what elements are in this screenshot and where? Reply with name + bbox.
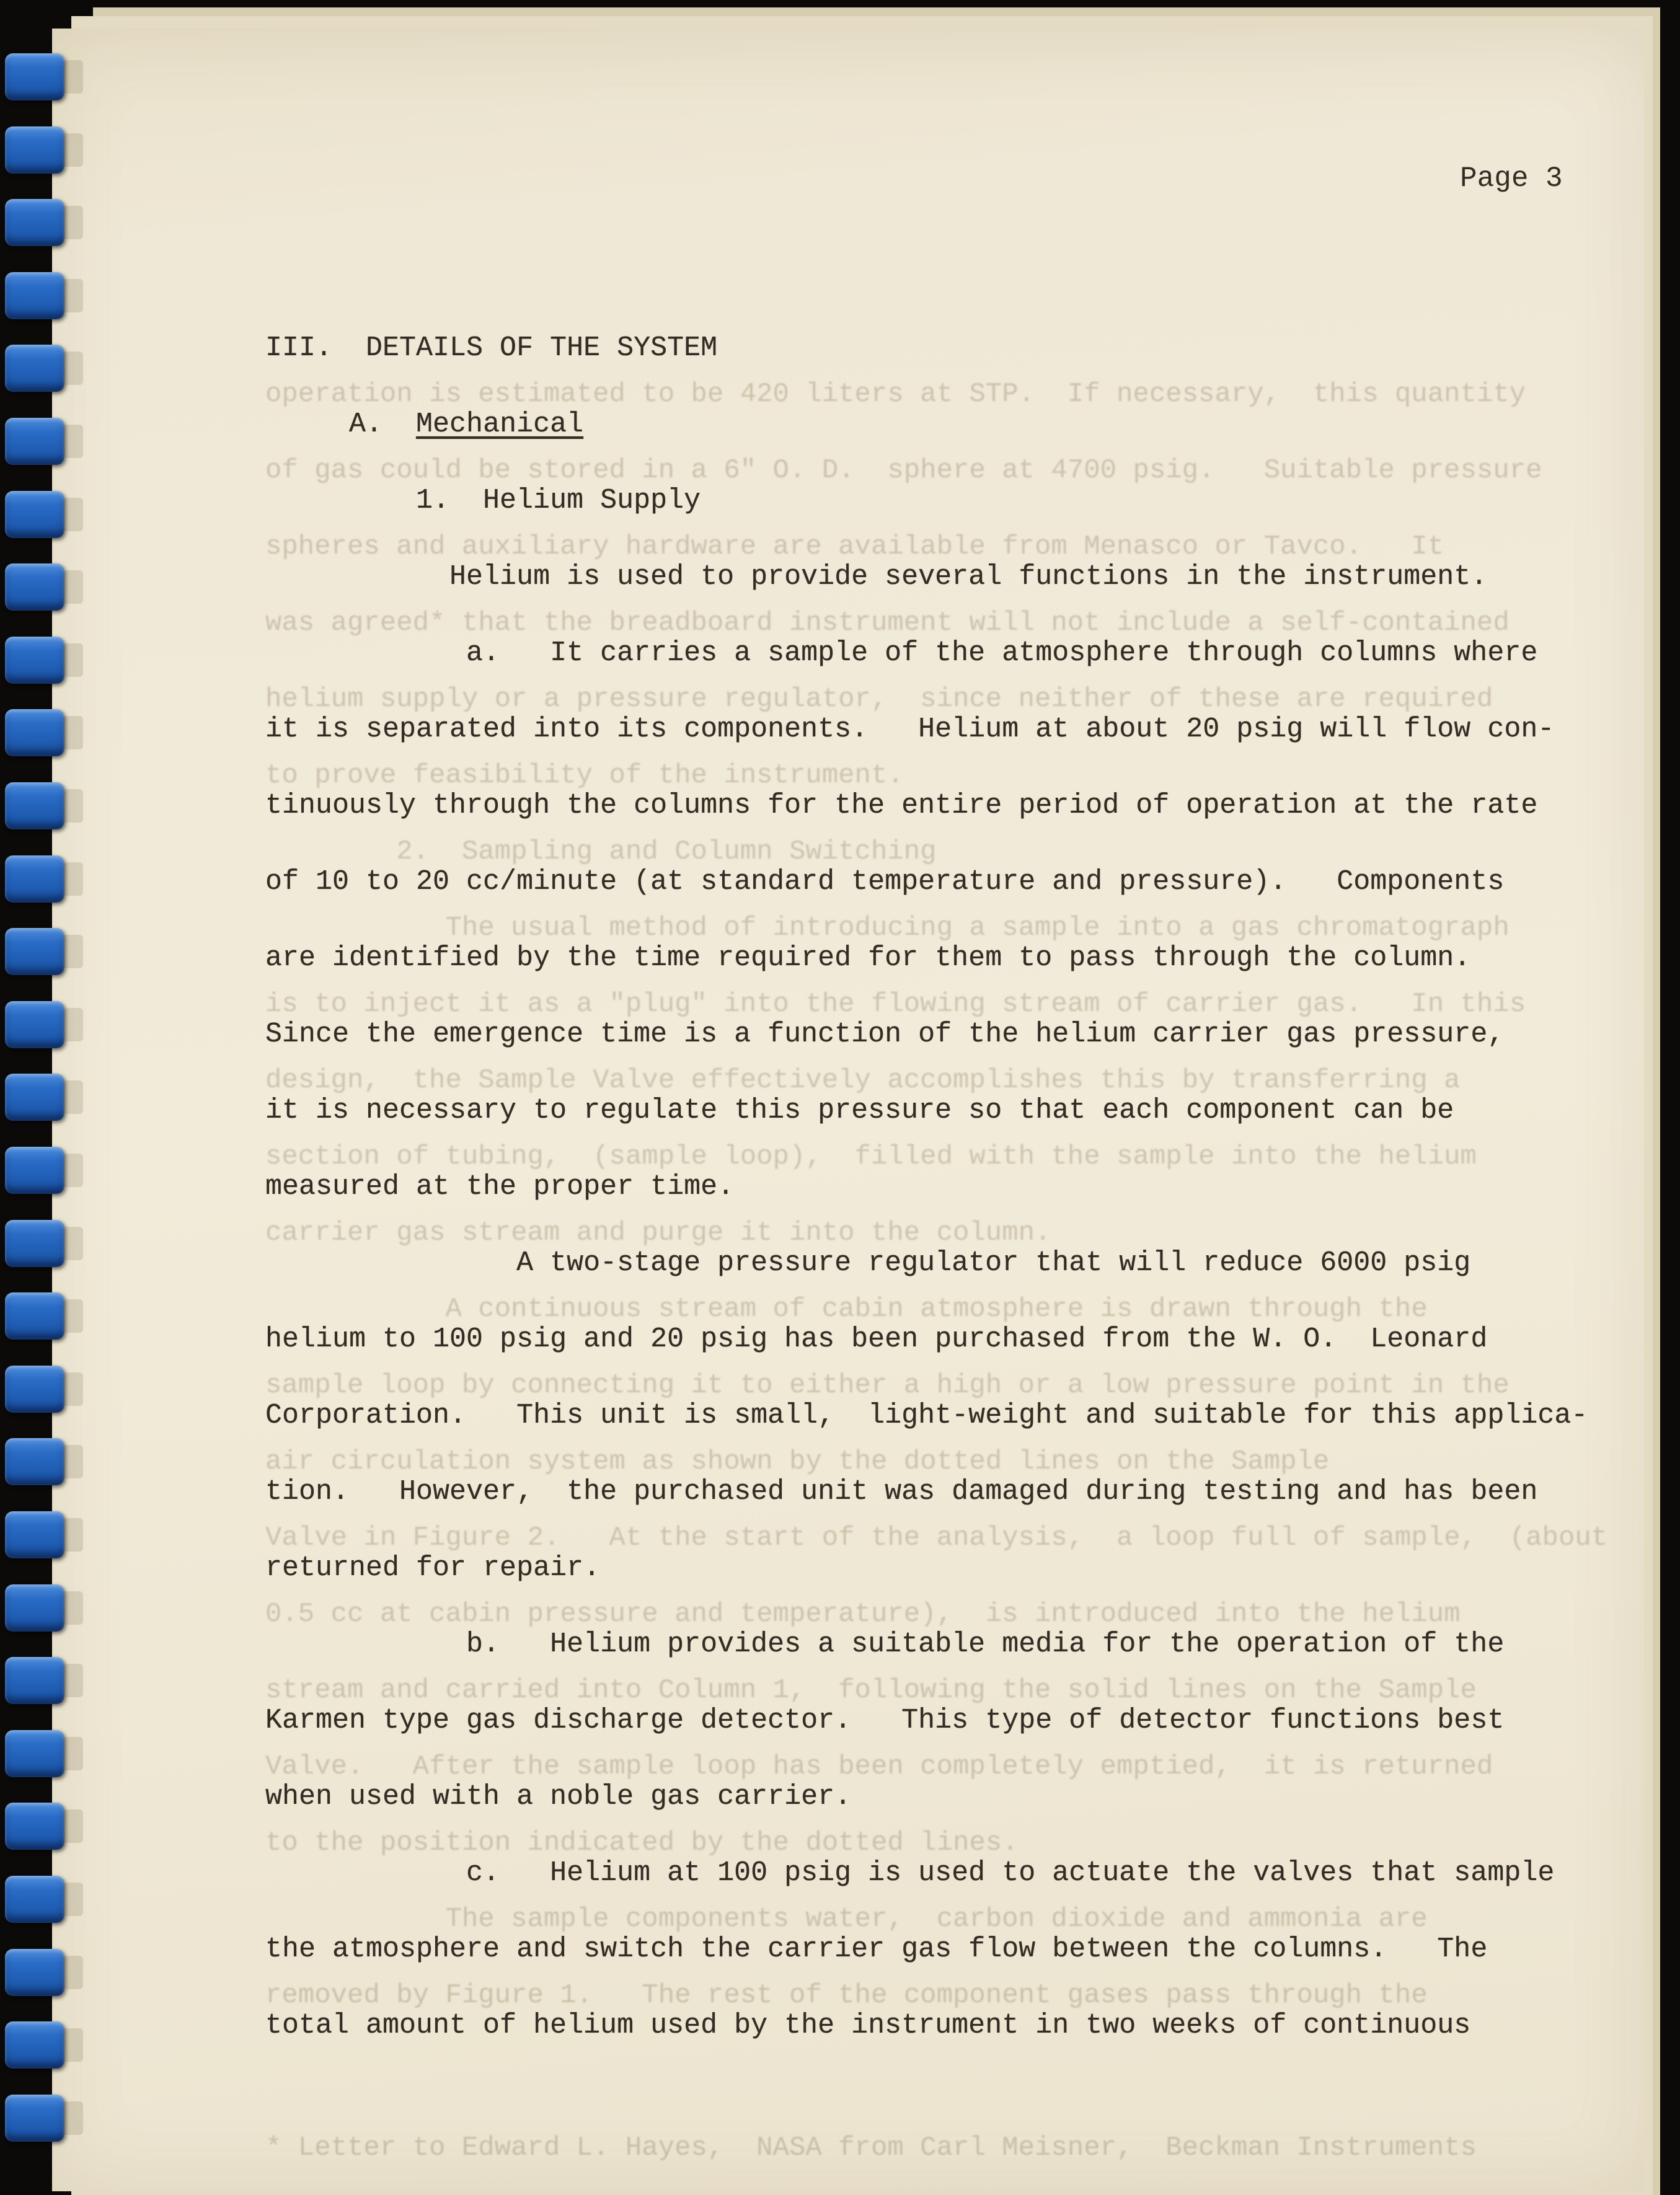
- text-line: returned for repair.: [265, 1552, 601, 1584]
- binding-tab: [5, 2095, 64, 2142]
- binding-tab: [5, 1366, 64, 1413]
- punch-hole: [63, 570, 83, 604]
- ghost-line: operation is estimated to be 420 liters at STP. If necessary, this quantity: [265, 379, 1526, 410]
- text-line-prefix: A.: [349, 409, 417, 440]
- ghost-line: air circulation system as shown by the dotted lines on the Sample: [265, 1446, 1330, 1477]
- text-line: helium to 100 psig and 20 psig has been purchased from the W. O. Leonard: [265, 1323, 1488, 1355]
- punch-hole: [63, 1299, 83, 1333]
- text-line: the atmosphere and switch the carrier gas flow between the columns. The: [265, 1933, 1488, 1965]
- binding-tab: [5, 272, 64, 319]
- ghost-line: helium supply or a pressure regulator, since neither of these are required: [265, 684, 1493, 715]
- binding-tab: [5, 855, 64, 903]
- punch-hole: [63, 935, 83, 968]
- ghost-line: to prove feasibility of the instrument.: [265, 760, 904, 791]
- ghost-line: Valve in Figure 2. At the start of the analysis, a loop full of sample, (about: [265, 1522, 1608, 1553]
- text-line: [265, 386, 1617, 462]
- text-line: Helium is used to provide several functions in the instrument.: [449, 561, 1488, 593]
- ghost-line: 2. Sampling and Column Switching: [396, 836, 937, 867]
- text-line: III. DETAILS OF THE SYSTEM: [265, 332, 718, 364]
- punch-hole: [63, 1372, 83, 1406]
- text-line: a. It carries a sample of the atmosphere through columns where: [466, 637, 1538, 669]
- punch-hole: [63, 1154, 83, 1187]
- text-line-underlined: Mechanical: [416, 409, 584, 440]
- binding-tab: [5, 709, 64, 756]
- binding-tab: [5, 1001, 64, 1048]
- binding-tab: [5, 1803, 64, 1850]
- punch-hole: [63, 789, 83, 823]
- ghost-line: was agreed* that the breadboard instrument will not include a self-contained: [265, 607, 1510, 638]
- ghost-line: design, the Sample Valve effectively accomplishes this by transferring a: [265, 1065, 1461, 1096]
- binding-tab: [5, 1438, 64, 1485]
- punch-hole: [63, 1227, 83, 1260]
- ghost-line: The sample components water, carbon dioxide and ammonia are: [445, 1904, 1428, 1935]
- punch-hole: [63, 60, 83, 94]
- text-line: total amount of helium used by the instrument in two weeks of continuous: [265, 2010, 1471, 2041]
- punch-hole: [63, 1737, 83, 1770]
- text-line: Karmen type gas discharge detector. This type of detector functions best: [265, 1705, 1505, 1736]
- text-line: A two-stage pressure regulator that will reduce 6000 psig: [516, 1247, 1471, 1279]
- punch-hole: [63, 351, 83, 385]
- punch-hole: [63, 1956, 83, 1989]
- binding-tab: [5, 2021, 64, 2069]
- text-line: Since the emergence time is a function of the helium carrier gas pressure,: [265, 1018, 1505, 1050]
- binding-tab: [5, 782, 64, 829]
- binding-tab: [5, 563, 64, 611]
- binding-tab: [5, 1730, 64, 1777]
- text-line: tinuously through the columns for the entire period of operation at the rate: [265, 790, 1538, 821]
- text-line: tion. However, the purchased unit was damaged during testing and has been: [265, 1476, 1538, 1508]
- punch-hole: [63, 643, 83, 677]
- ghost-line: stream and carried into Column 1, following the solid lines on the Sample: [265, 1675, 1477, 1706]
- punch-hole: [63, 1883, 83, 1916]
- ghost-line: spheres and auxiliary hardware are available from Menasco or Tavco. It: [265, 531, 1444, 562]
- punch-hole: [63, 1518, 83, 1552]
- punch-hole: [63, 1809, 83, 1843]
- punch-hole: [63, 425, 83, 458]
- ghost-line: A continuous stream of cabin atmosphere is drawn through the: [445, 1294, 1428, 1325]
- binding-tab: [5, 1292, 64, 1340]
- binding-tab: [5, 418, 64, 465]
- ghost-line: is to inject it as a "plug" into the flowing stream of carrier gas. In this: [265, 989, 1526, 1020]
- binding-tab: [5, 1584, 64, 1632]
- punch-hole: [63, 862, 83, 896]
- binding-tab: [5, 1949, 64, 1996]
- binding-tab: [5, 1876, 64, 1923]
- text-line: it is separated into its components. Helium at about 20 psig will flow con-: [265, 713, 1555, 745]
- punch-hole: [63, 1445, 83, 1478]
- text-line: it is necessary to regulate this pressure so that each component can be: [265, 1095, 1454, 1126]
- ghost-line: removed by Figure 1. The rest of the component gases pass through the: [265, 1980, 1428, 2011]
- punch-hole: [63, 1080, 83, 1114]
- page-number: Page 3: [1460, 162, 1563, 195]
- text-line: b. Helium provides a suitable media for the operation of the: [466, 1628, 1505, 1660]
- ghost-line: to the position indicated by the dotted lines.: [265, 1827, 1019, 1858]
- ghost-line: sample loop by connecting it to either a high or a low pressure point in the: [265, 1370, 1510, 1401]
- binding-tab: [5, 491, 64, 538]
- ghost-line: * Letter to Edward L. Hayes, NASA from Carl Meisner, Beckman Instruments: [265, 2132, 1477, 2163]
- binding-tab: [5, 928, 64, 975]
- text-line: of 10 to 20 cc/minute (at standard temperature and pressure). Components: [265, 866, 1505, 898]
- ghost-line: 0.5 cc at cabin pressure and temperature), is introduced into the helium: [265, 1599, 1461, 1630]
- document-text: [265, 310, 1617, 2064]
- punch-hole: [63, 1664, 83, 1697]
- punch-hole: [63, 206, 83, 239]
- text-line: 1. Helium Supply: [416, 485, 701, 516]
- punch-hole: [63, 1591, 83, 1625]
- punch-hole: [63, 498, 83, 531]
- text-line: Corporation. This unit is small, light-weight and suitable for this applica-: [265, 1400, 1588, 1431]
- text-line: are identified by the time required for them to pass through the column.: [265, 942, 1471, 974]
- text-line: c. Helium at 100 psig is used to actuate the valves that sample: [466, 1857, 1555, 1889]
- punch-hole: [63, 133, 83, 167]
- binding-tab: [5, 126, 64, 174]
- punch-hole: [63, 279, 83, 312]
- text-line: measured at the proper time.: [265, 1171, 735, 1203]
- punch-hole: [63, 2101, 83, 2135]
- ghost-line: The usual method of introducing a sample into a gas chromatograph: [445, 912, 1510, 943]
- binding-tab: [5, 199, 64, 246]
- punch-hole: [63, 1008, 83, 1041]
- paper-page: [52, 29, 1644, 2191]
- binding-tab: [5, 1147, 64, 1194]
- text-line: when used with a noble gas carrier.: [265, 1781, 852, 1813]
- binding-tab: [5, 637, 64, 684]
- ghost-line: Valve. After the sample loop has been completely emptied, it is returned: [265, 1751, 1493, 1782]
- binding-tab: [5, 1657, 64, 1704]
- ghost-line: of gas could be stored in a 6" O. D. sphere at 4700 psig. Suitable pressure: [265, 455, 1542, 486]
- punch-hole: [63, 2028, 83, 2062]
- binding-tab: [5, 1220, 64, 1267]
- ghost-line: section of tubing, (sample loop), filled with the sample into the helium: [265, 1141, 1477, 1172]
- binding-tab: [5, 345, 64, 392]
- binding-tab: [5, 1074, 64, 1121]
- binding-tab: [5, 1511, 64, 1558]
- ghost-line: carrier gas stream and purge it into the column.: [265, 1217, 1051, 1248]
- punch-hole: [63, 716, 83, 749]
- binding-tab: [5, 53, 64, 100]
